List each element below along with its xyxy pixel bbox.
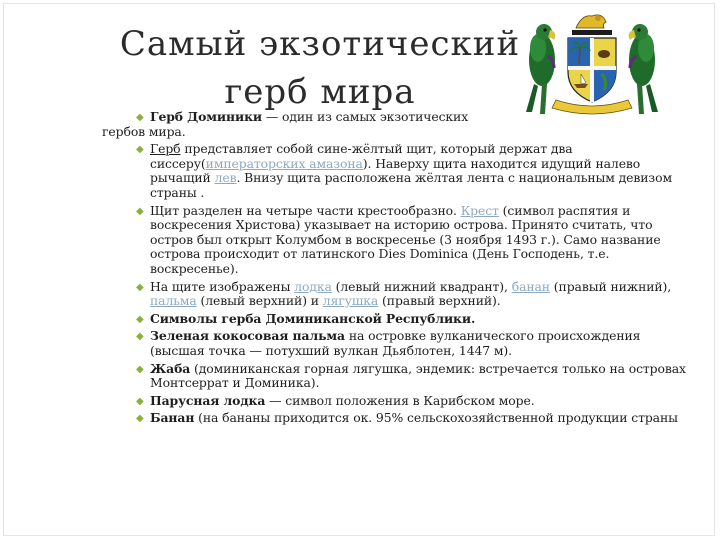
item-bold: Зеленая кокосовая пальма (150, 328, 345, 344)
list-item (102, 312, 688, 327)
bullet-icon: ◆ (136, 112, 144, 123)
link-palm[interactable]: пальма (150, 293, 197, 309)
page-title (100, 20, 540, 116)
link-banana[interactable]: банан (511, 278, 550, 294)
bullet-icon: ◆ (136, 413, 144, 425)
bullet-icon: ◆ (136, 144, 144, 156)
lion-crest-icon (572, 15, 612, 35)
item-bold: Банан (150, 410, 195, 426)
item-text: (символ распятия и воскресения Христова) указывает на историю острова. Принято считать, что остров был открыт Колумбом в воскресенье (3 ноября 1493 г.). Само название острова происходит от латинского Dies Dominica (День Господень, т.е. воскресенье). (150, 202, 661, 276)
item-text: — один из самых экзотических (262, 109, 469, 124)
item-text: (правый верхний). (378, 293, 501, 309)
item-text: — символ положения в Карибском море. (265, 392, 535, 408)
bullet-icon: ◆ (136, 205, 144, 217)
link-cross[interactable]: Крест (460, 202, 499, 218)
item-text: представляет собой сине-жёлтый щит, который держат два сиссеру( (150, 141, 573, 171)
item-bold: Герб Доминики (150, 109, 263, 124)
item-text: (доминиканская горная лягушка, эндемик: встречается только на островах Монтсеррат и Доминика). (150, 360, 686, 391)
list-item (102, 110, 688, 139)
link-lion[interactable]: лев (214, 170, 237, 186)
link-frog[interactable]: лягушка (322, 293, 379, 309)
list-item (102, 329, 688, 358)
left-parrot-icon (526, 24, 555, 114)
bullet-list (102, 110, 688, 429)
bullet-icon: ◆ (136, 331, 144, 343)
item-bold: Парусная лодка (150, 392, 266, 408)
dominica-coat-of-arms-icon (512, 8, 672, 116)
bullet-icon: ◆ (136, 395, 144, 407)
item-underlined-word: Герб (150, 141, 181, 157)
item-text: (правый нижний), (549, 278, 672, 294)
title-line-2: герб мира (224, 72, 416, 112)
item-text: . Внизу щита расположена жёлтая лента с национальным девизом страны . (150, 170, 672, 200)
list-item (102, 362, 688, 391)
list-item (102, 204, 688, 277)
link-boat[interactable]: лодка (294, 278, 332, 294)
bullet-icon: ◆ (136, 281, 144, 293)
item-text-continued: гербов мира. (102, 123, 186, 139)
item-text: ). Наверху щита находится идущий налево рычащий (150, 155, 641, 186)
item-bold: Жаба (150, 360, 191, 376)
item-text: (на бананы приходится ок. 95% сельскохозяйственной продукции страны (194, 410, 678, 426)
list-item (102, 280, 688, 309)
list-item (102, 142, 688, 200)
item-text: (левый верхний) и (196, 293, 323, 309)
list-item (102, 411, 688, 426)
item-bold: Символы герба Доминиканской Республики. (150, 310, 476, 326)
shield-icon (568, 38, 616, 102)
item-text: Щит разделен на четыре части крестообразно. (150, 202, 461, 218)
right-parrot-icon (629, 24, 658, 114)
link-amazon[interactable]: императорских амазона (205, 155, 363, 171)
bullet-icon: ◆ (136, 313, 144, 325)
item-text: на островке вулканического происхождения (высшая точка — потухший вулкан Дьяблотен, 1447 м). (150, 328, 641, 358)
list-item (102, 394, 688, 409)
bullet-icon: ◆ (136, 363, 144, 375)
item-text: На щите изображены (150, 278, 295, 294)
title-line-1: Самый экзотический (119, 24, 521, 64)
item-text: (левый нижний квадрант), (331, 278, 512, 294)
